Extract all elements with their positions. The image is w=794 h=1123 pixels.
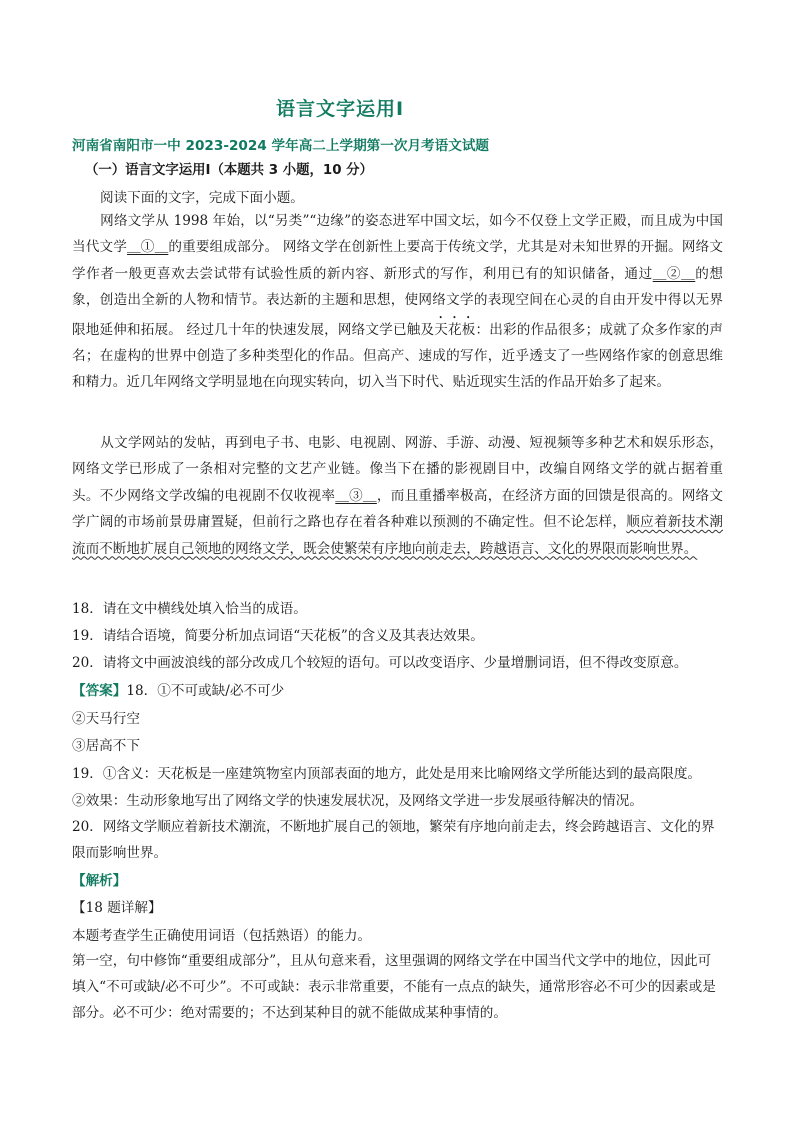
- answer-18-2: ②天马行空: [72, 711, 140, 727]
- document-title: 语言文字运用Ⅰ: [276, 98, 405, 120]
- passage-paragraph-2: 从文学网站的发帖，再到电子书、电影、电视剧、网游、手游、动漫、短视频等多种艺术和娱乐形态，网络文学已形成了一条相对完整的文艺产业链。像当下在播的影视剧目中，改编自网络文学的就占据着重头。不少网络文学改编的电视剧不仅收视率＿③＿，而且重播率极高，在经济方面的回馈是很高的。网络文学广阔的市场前景毋庸置疑，但前行之路也存在着各种难以预测的不确定性。但不论怎样，顺应着新技术潮流而不断地扩展自己领地的网络文学，既会使繁荣有序地向前走去，跨越语言、文化的界限而影响世界。: [72, 435, 724, 557]
- wavy-underlined-text: 顺应着新技术潮流而不断地扩展自己领地的网络文学，既会使繁荣有序地向前走去，跨越语言、文化的界限而影响世界。: [72, 514, 723, 557]
- blank-1: ＿①＿: [127, 239, 169, 256]
- dotted-word: 天花板: [434, 321, 476, 338]
- analysis-tag: 【解析】: [72, 873, 127, 889]
- answer-18-1: 【答案】18．①不可或缺/必不可少: [72, 683, 285, 699]
- exam-source: 河南省南阳市一中 2023-2024 学年高二上学期第一次月考语文试题: [72, 138, 490, 154]
- answer-19-1: 19．①含义：天花板是一座建筑物室内顶部表面的地方，此处是用来比喻网络文学所能达到的最高限度。: [72, 766, 702, 782]
- question-18: 18．请在文中横线处填入恰当的成语。: [72, 601, 307, 617]
- passage-paragraph-1: 网络文学从 1998 年始，以“另类”“边缘”的姿态进军中国文坛，如今不仅登上文学正殿，而且成为中国当代文学＿①＿的重要组成部分。 网络文学在创新性上要高于传统文学，尤其是对未知世界的开掘。网络文学作者一般更喜欢去尝试带有试验性质的新内容、新形式的写作，利用已有的知识储备，通过＿②＿的想象，创造出全新的人物和情节。表达新的主题和思想，使网络文学的表现空间在心灵的自由开发中得以无界限地延伸和拓展。 经过几十年的快速发展，网络文学已触及天花板：出彩的作品很多；成就了众多作家的声名；在虚构的世界中创造了多种类型化的作品。但高产、速成的写作，近乎透支了一些网络作家的创意思维和精力。近几年网络文学明显地在向现实转向，切入当下时代、贴近现实生活的作品开始多了起来。: [72, 213, 724, 391]
- blank-3: ＿③＿: [335, 487, 377, 504]
- question-19: 19．请结合语境，简要分析加点词语“天花板”的含义及其表达效果。: [72, 628, 484, 644]
- answer-18-3: ③居高不下: [72, 738, 140, 754]
- section-heading: （一）语言文字运用Ⅰ（本题共 3 小题，10 分）: [85, 163, 373, 178]
- answer-19-2: ②效果：生动形象地写出了网络文学的快速发展状况，及网络文学进一步发展亟待解决的情况。: [72, 793, 643, 809]
- analysis-line-1: 本题考查学生正确使用词语（包括熟语）的能力。: [72, 928, 372, 944]
- analysis-line-2: 第一空，句中修饰“重要组成部分”，且从句意来看，这里强调的网络文学在中国当代文学中的地位，因此可填入“不可或缺/必不可少”。不可或缺：表示非常重要，不能有一点点的缺失，通常形容必不可少的因素或是部分。必不可少：绝对需要的；不达到某种目的就不能做成某种事情的。: [72, 953, 716, 1021]
- blank-2: ＿②＿: [652, 265, 696, 282]
- instruction: 阅读下面的文字，完成下面小题。: [100, 190, 304, 206]
- analysis-subheading: 【18 题详解】: [72, 900, 162, 916]
- answer-20: 20．网络文学顺应着新技术潮流，不断地扩展自己的领地，繁荣有序地向前走去，终会跨越语言、文化的界限而影响世界。: [72, 819, 715, 861]
- answer-tag: 【答案】: [72, 683, 127, 699]
- question-20: 20．请将文中画波浪线的部分改成几个较短的语句。可以改变语序、少量增删词语，但不得改变原意。: [72, 655, 688, 671]
